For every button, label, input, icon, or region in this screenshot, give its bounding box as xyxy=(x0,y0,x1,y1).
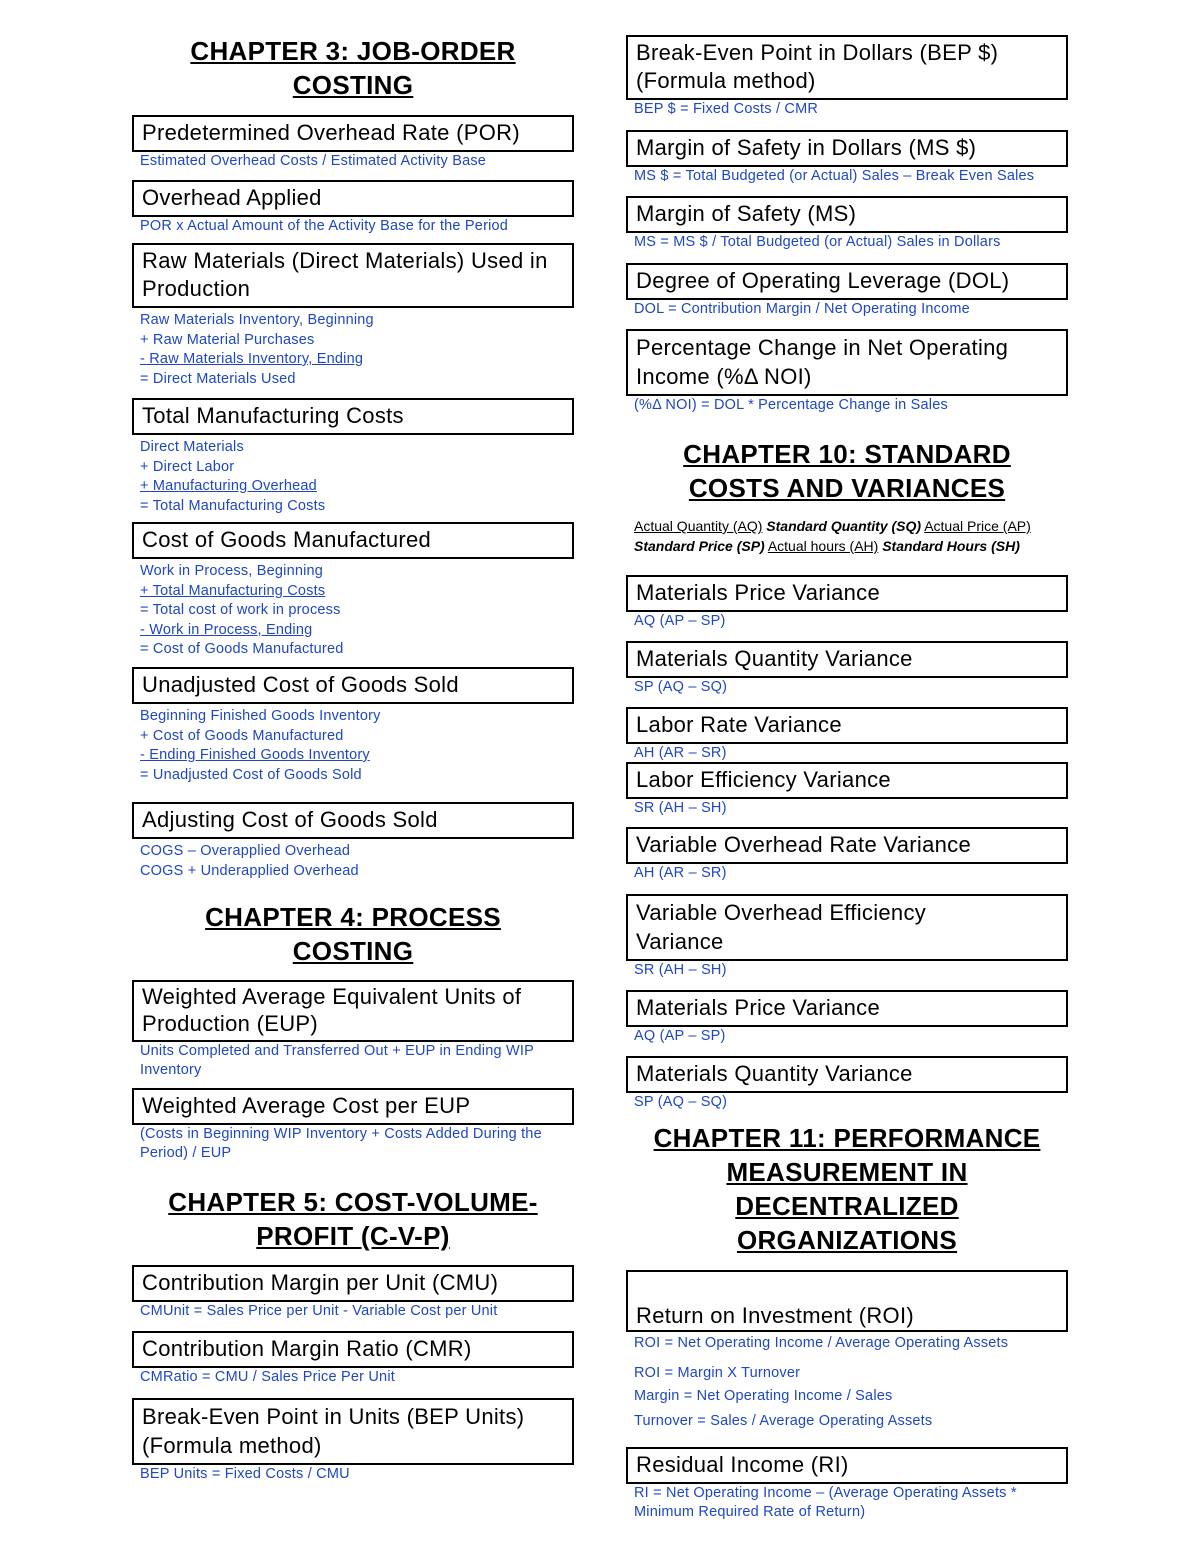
card-title: Materials Price Variance xyxy=(626,990,1068,1027)
card-bep-units xyxy=(132,1398,574,1485)
card-title: Unadjusted Cost of Goods Sold xyxy=(132,667,574,704)
card-formula: CMRatio = CMU / Sales Price Per Unit xyxy=(140,1369,395,1385)
card-formula: Estimated Overhead Costs / Estimated Activity Base xyxy=(140,153,487,169)
card-formula: Beginning Finished Goods Inventory + Cost of Goods Manufactured - Ending Finished Goods Inventory = Unadjusted Cost of Goods Sold xyxy=(140,708,381,783)
card-cmr xyxy=(132,1331,574,1388)
card-formula: BEP Units = Fixed Costs / CMU xyxy=(140,1466,350,1482)
card-title: Labor Efficiency Variance xyxy=(626,762,1068,799)
card-formula: COGS – Overapplied Overhead COGS + Underapplied Overhead xyxy=(140,843,359,879)
card-title: Residual Income (RI) xyxy=(626,1447,1068,1484)
card-title: Variable Overhead Rate Variance xyxy=(626,827,1068,864)
card-formula: POR x Actual Amount of the Activity Base for the Period xyxy=(140,218,509,234)
card-title: Contribution Margin per Unit (CMU) xyxy=(132,1265,574,1302)
card-ms xyxy=(626,196,1068,253)
card-adjusting-cogs xyxy=(132,802,574,881)
card-residual-income xyxy=(626,1447,1068,1521)
card-title: Degree of Operating Leverage (DOL) xyxy=(626,263,1068,300)
card-materials-quantity-variance-2 xyxy=(626,1056,1068,1113)
card-formula: ROI = Net Operating Income / Average Operating Assets ROI = Margin X Turnover Margin = Net Operating Income / Sales Turnover = Sales / Average Operating Assets xyxy=(634,1335,1009,1429)
card-title: Return on Investment (ROI) xyxy=(626,1270,1068,1332)
card-formula: BEP $ = Fixed Costs / CMR xyxy=(634,101,819,117)
card-title: Percentage Change in Net Operating Income (%Δ NOI) xyxy=(626,329,1068,396)
card-formula: SR (AH – SH) xyxy=(634,962,727,978)
card-title: Total Manufacturing Costs xyxy=(132,398,574,435)
card-formula: AH (AR – SR) xyxy=(634,745,727,761)
card-title: Overhead Applied xyxy=(132,180,574,217)
card-title: Cost of Goods Manufactured xyxy=(132,522,574,559)
card-formula: Units Completed and Transferred Out + EUP in Ending WIP Inventory xyxy=(140,1043,534,1078)
card-title: Weighted Average Cost per EUP xyxy=(132,1088,574,1125)
chapter-3-heading: CHAPTER 3: JOB-ORDER COSTING xyxy=(190,36,516,100)
card-title: Break-Even Point in Units (BEP Units) (Formula method) xyxy=(132,1398,574,1465)
card-formula: AQ (AP – SP) xyxy=(634,613,726,629)
card-variable-overhead-efficiency-variance xyxy=(626,894,1068,981)
card-formula: AH (AR – SR) xyxy=(634,865,727,881)
card-title: Margin of Safety in Dollars (MS $) xyxy=(626,130,1068,167)
card-materials-quantity-variance xyxy=(626,641,1068,698)
card-raw-materials xyxy=(132,243,574,389)
card-formula: SP (AQ – SQ) xyxy=(634,1094,728,1110)
card-labor-efficiency-variance xyxy=(626,762,1068,819)
card-title: Raw Materials (Direct Materials) Used in Production xyxy=(132,243,574,308)
card-title: Materials Quantity Variance xyxy=(626,1056,1068,1093)
card-formula: SP (AQ – SQ) xyxy=(634,679,728,695)
card-eup xyxy=(132,980,574,1079)
card-cost-of-goods-manufactured xyxy=(132,522,574,660)
card-por xyxy=(132,115,574,172)
card-roi xyxy=(626,1270,1068,1434)
card-formula: CMUnit = Sales Price per Unit - Variable Cost per Unit xyxy=(140,1303,498,1319)
card-title: Labor Rate Variance xyxy=(626,707,1068,744)
card-title: Variable Overhead Efficiency Variance xyxy=(626,894,1068,961)
chapter-4-heading: CHAPTER 4: PROCESS COSTING xyxy=(205,902,501,966)
card-formula: Direct Materials + Direct Labor + Manufacturing Overhead = Total Manufacturing Costs xyxy=(140,439,326,514)
card-overhead-applied xyxy=(132,180,574,237)
card-formula: (%Δ NOI) = DOL * Percentage Change in Sales xyxy=(634,397,948,413)
card-title: Predetermined Overhead Rate (POR) xyxy=(132,115,574,152)
abbreviations-line-1: Actual Quantity (AQ) Standard Quantity (SQ) Actual Price (AP) xyxy=(634,518,1031,534)
card-total-manufacturing-costs xyxy=(132,398,574,516)
card-formula: Work in Process, Beginning + Total Manufacturing Costs = Total cost of work in process - Work in Process, Ending = Cost of Goods Manufactured xyxy=(140,563,344,657)
card-materials-price-variance-2 xyxy=(626,990,1068,1047)
card-bep-dollars xyxy=(626,35,1068,120)
card-title: Materials Price Variance xyxy=(626,575,1068,612)
card-ms-dollars xyxy=(626,130,1068,187)
card-dol xyxy=(626,263,1068,320)
card-formula: SR (AH – SH) xyxy=(634,800,727,816)
chapter-11-heading: CHAPTER 11: PERFORMANCE MEASUREMENT IN DECENTRALIZED ORGANIZATIONS xyxy=(653,1123,1041,1255)
card-formula: Raw Materials Inventory, Beginning + Raw Material Purchases - Raw Materials Inventory, Ending = Direct Materials Used xyxy=(140,312,374,387)
card-labor-rate-variance xyxy=(626,707,1068,764)
card-title: Contribution Margin Ratio (CMR) xyxy=(132,1331,574,1368)
card-unadjusted-cogs xyxy=(132,667,574,785)
card-title: Adjusting Cost of Goods Sold xyxy=(132,802,574,839)
card-formula: MS = MS $ / Total Budgeted (or Actual) Sales in Dollars xyxy=(634,234,1001,250)
card-title: Break-Even Point in Dollars (BEP $) (Formula method) xyxy=(626,35,1068,100)
card-pct-change-noi xyxy=(626,329,1068,416)
card-formula: RI = Net Operating Income – (Average Operating Assets * Minimum Required Rate of Return) xyxy=(634,1485,1017,1520)
card-title: Weighted Average Equivalent Units of Production (EUP) xyxy=(132,980,574,1042)
card-formula: (Costs in Beginning WIP Inventory + Costs Added During the Period) / EUP xyxy=(140,1126,542,1161)
card-title: Margin of Safety (MS) xyxy=(626,196,1068,233)
card-formula: MS $ = Total Budgeted (or Actual) Sales – Break Even Sales xyxy=(634,168,1035,184)
card-title: Materials Quantity Variance xyxy=(626,641,1068,678)
abbreviations-line-2: Standard Price (SP) Actual hours (AH) Standard Hours (SH) xyxy=(634,538,1020,554)
card-materials-price-variance xyxy=(626,575,1068,632)
card-formula: DOL = Contribution Margin / Net Operating Income xyxy=(634,301,970,317)
chapter-5-heading: CHAPTER 5: COST-VOLUME-PROFIT (C-V-P) xyxy=(168,1187,538,1251)
card-cost-per-eup xyxy=(132,1088,574,1162)
chapter-10-heading: CHAPTER 10: STANDARD COSTS AND VARIANCES xyxy=(683,439,1011,503)
card-variable-overhead-rate-variance xyxy=(626,827,1068,884)
card-formula: AQ (AP – SP) xyxy=(634,1028,726,1044)
card-cmu xyxy=(132,1265,574,1322)
